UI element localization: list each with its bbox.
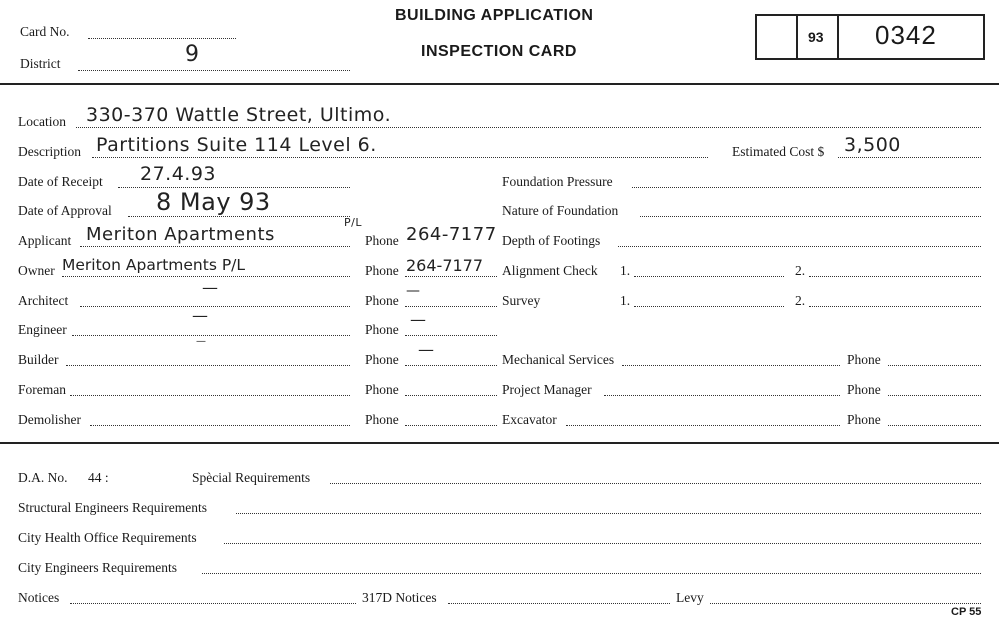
card-number-box [755, 14, 985, 60]
excavator-phone-label: Phone [847, 412, 881, 427]
foreman-label: Foreman [18, 382, 66, 397]
demolisher-phone-field[interactable] [405, 425, 497, 426]
owner-value: Meriton Apartments P/L [62, 256, 246, 274]
owner-phone-field[interactable] [405, 276, 497, 277]
notices-317d-field[interactable] [448, 603, 670, 604]
location-field[interactable] [76, 127, 981, 128]
engineer-phone-label: Phone [365, 322, 399, 337]
builder-label: Builder [18, 352, 59, 367]
survey-field-2[interactable] [809, 306, 981, 307]
alignment-num2: 2. [795, 263, 806, 278]
mechanical-phone-field[interactable] [888, 365, 981, 366]
survey-num1: 1. [620, 293, 631, 308]
estimated-cost-label: Estimated Cost $ [732, 144, 825, 159]
foundation-pressure-field[interactable] [632, 187, 981, 188]
builder-phone-label: Phone [365, 352, 399, 367]
applicant-suffix: P/L [344, 216, 362, 229]
demolisher-field[interactable] [90, 425, 350, 426]
applicant-label: Applicant [18, 233, 72, 248]
form-code: CP 55 [951, 606, 982, 618]
receipt-label: Date of Receipt [18, 174, 103, 189]
title-line1: BUILDING APPLICATION [395, 7, 594, 24]
demolisher-phone-label: Phone [365, 412, 399, 427]
location-label: Location [18, 114, 66, 129]
builder-field[interactable] [66, 365, 350, 366]
receipt-value: 27.4.93 [140, 163, 217, 185]
engineer-dash: — [192, 306, 209, 325]
foreman-phone-label: Phone [365, 382, 399, 397]
notices-label: Notices [18, 590, 60, 605]
health-label: City Health Office Requirements [18, 530, 197, 545]
box-divider-2 [837, 16, 839, 58]
structural-label: Structural Engineers Requirements [18, 500, 207, 515]
district-field[interactable] [78, 70, 350, 71]
demolisher-label: Demolisher [18, 412, 81, 427]
location-value: 330-370 Wattle Street, Ultimo. [86, 104, 392, 126]
excavator-phone-field[interactable] [888, 425, 981, 426]
box-number: 0342 [875, 20, 937, 50]
alignment-check-field-2[interactable] [809, 276, 981, 277]
excavator-field[interactable] [566, 425, 840, 426]
district-value: 9 [185, 42, 200, 67]
approval-label: Date of Approval [18, 203, 112, 218]
notices-field[interactable] [70, 603, 356, 604]
card-no-label: Card No. [20, 24, 70, 39]
applicant-phone-label: Phone [365, 233, 399, 248]
project-manager-phone-field[interactable] [888, 395, 981, 396]
mechanical-label: Mechanical Services [502, 352, 615, 367]
health-field[interactable] [224, 543, 981, 544]
approval-value: 8 May 93 [156, 188, 271, 216]
engineer-phone-dash: — [410, 310, 427, 329]
engineer-phone-field[interactable] [405, 335, 497, 336]
box-divider-1 [796, 16, 798, 58]
builder-dash: — [196, 336, 207, 347]
architect-field[interactable] [80, 306, 350, 307]
description-value: Partitions Suite 114 Level 6. [96, 134, 377, 156]
special-requirements-field[interactable] [330, 483, 981, 484]
nature-of-foundation-field[interactable] [640, 216, 981, 217]
engineer-field[interactable] [72, 335, 350, 336]
mechanical-field[interactable] [622, 365, 840, 366]
levy-field[interactable] [710, 603, 981, 604]
card-no-field[interactable] [88, 38, 236, 39]
architect-phone-field[interactable] [405, 306, 497, 307]
notices-317d-label: 317D Notices [362, 590, 437, 605]
owner-field[interactable] [62, 276, 350, 277]
structural-field[interactable] [236, 513, 981, 514]
project-manager-label: Project Manager [502, 382, 592, 397]
architect-dash: — [202, 278, 219, 297]
applicant-field[interactable] [80, 246, 350, 247]
builder-phone-dash: — [418, 340, 435, 359]
header-divider [0, 83, 999, 85]
alignment-num1: 1. [620, 263, 631, 278]
excavator-label: Excavator [502, 412, 557, 427]
owner-phone-value: 264-7177 [406, 256, 484, 275]
foreman-field[interactable] [70, 395, 350, 396]
city-engineers-field[interactable] [202, 573, 981, 574]
owner-phone-label: Phone [365, 263, 399, 278]
depth-of-footings-label: Depth of Footings [502, 233, 601, 248]
survey-num2: 2. [795, 293, 806, 308]
da-no-value: 44 : [88, 470, 109, 485]
levy-label: Levy [676, 590, 704, 605]
details-divider [0, 442, 999, 444]
architect-phone-label: Phone [365, 293, 399, 308]
builder-phone-field[interactable] [405, 365, 497, 366]
estimated-cost-value: 3,500 [844, 134, 901, 156]
description-field[interactable] [92, 157, 708, 158]
description-label: Description [18, 144, 81, 159]
approval-field[interactable] [128, 216, 350, 217]
box-prefix: 93 [808, 29, 824, 45]
depth-of-footings-field[interactable] [618, 246, 981, 247]
foundation-pressure-label: Foundation Pressure [502, 174, 613, 189]
foreman-phone-field[interactable] [405, 395, 497, 396]
architect-label: Architect [18, 293, 69, 308]
alignment-check-label: Alignment Check [502, 263, 598, 278]
owner-label: Owner [18, 263, 55, 278]
estimated-cost-field[interactable] [838, 157, 981, 158]
title-line2: INSPECTION CARD [421, 43, 577, 60]
applicant-value: Meriton Apartments [86, 224, 275, 245]
da-no-label: D.A. No. [18, 470, 68, 485]
mechanical-phone-label: Phone [847, 352, 881, 367]
alignment-check-field-1[interactable] [634, 276, 784, 277]
project-manager-field[interactable] [604, 395, 840, 396]
engineer-label: Engineer [18, 322, 67, 337]
city-engineers-label: City Engineers Requirements [18, 560, 177, 575]
survey-label: Survey [502, 293, 541, 308]
nature-of-foundation-label: Nature of Foundation [502, 203, 619, 218]
applicant-phone-value: 264-7177 [406, 224, 497, 245]
special-requirements-label: Spècial Requirements [192, 470, 311, 485]
survey-field-1[interactable] [634, 306, 784, 307]
project-manager-phone-label: Phone [847, 382, 881, 397]
architect-phone-dash: — [406, 283, 421, 299]
district-label: District [20, 56, 61, 71]
